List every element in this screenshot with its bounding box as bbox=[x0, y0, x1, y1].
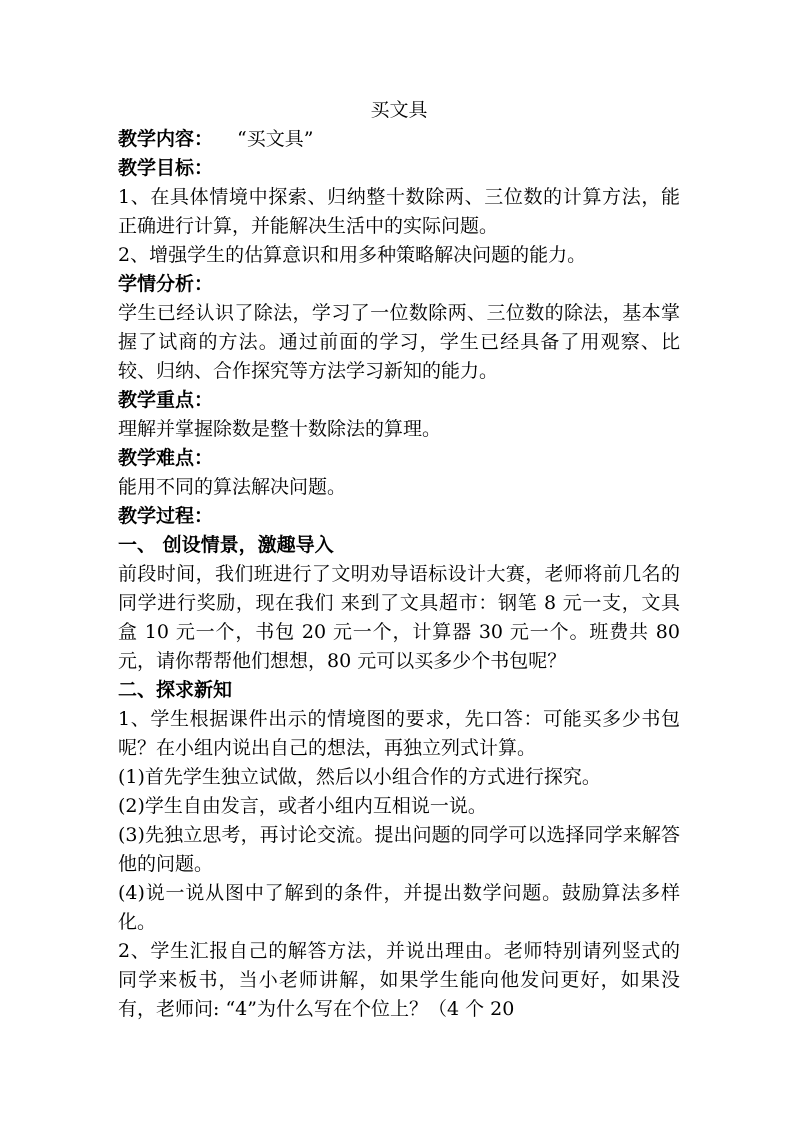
difficulty-heading: 教学难点： bbox=[118, 447, 214, 469]
step2-heading: 二、探求新知 bbox=[118, 679, 233, 701]
content-line bbox=[118, 125, 680, 154]
content-value: “买文具” bbox=[237, 128, 314, 150]
goals-heading: 教学目标： bbox=[118, 157, 214, 179]
difficulty-text: 能用不同的算法解决问题。 bbox=[118, 476, 347, 498]
step2-paragraph-1: 1、学生根据课件出示的情境图的要求，先口答：可能买多少书包呢？在小组内说出自己的想法，再独立列式计算。 bbox=[118, 708, 680, 759]
step2-paragraph-2: (1)首先学生独立试做，然后以小组合作的方式进行探究。 bbox=[118, 766, 601, 788]
document-title: 买文具 bbox=[370, 99, 428, 121]
content-label: 教学内容： bbox=[118, 128, 214, 150]
step2-paragraph-5: (4)说一说从图中了解到的条件，并提出数学问题。鼓励算法多样化。 bbox=[118, 882, 680, 933]
analysis-text: 学生已经认识了除法，学习了一位数除两、三位数的除法，基本掌握了试商的方法。通过前面的学习，学生已经具备了用观察、比较、归纳、合作探究等方法学习新知的能力。 bbox=[118, 302, 680, 382]
step2-paragraph-3: (2)学生自由发言，或者小组内互相说一说。 bbox=[118, 795, 487, 817]
step2-paragraph-4: (3)先独立思考，再讨论交流。提出问题的同学可以选择同学来解答他的问题。 bbox=[118, 824, 680, 875]
document-page bbox=[118, 96, 680, 1024]
goal-1: 1、在具体情境中探索、归纳整十数除两、三位数的计算方法，能正确进行计算，并能解决生活中的实际问题。 bbox=[118, 186, 680, 237]
key-heading: 教学重点： bbox=[118, 389, 214, 411]
process-heading: 教学过程： bbox=[118, 505, 214, 527]
key-text: 理解并掌握除数是整十数除法的算理。 bbox=[118, 418, 442, 440]
step1-text: 前段时间，我们班进行了文明劝导语标设计大赛，老师将前几名的同学进行奖励，现在我们 来到了文具超市：钢笔 8 元一支，文具盒 10 元一个，书包 20 元一个，计算器 30 元一个。班费共 80 元，请你帮帮他们想想，80 元可以买多少个书包呢？ bbox=[118, 563, 680, 672]
goal-2: 2、增强学生的估算意识和用多种策略解决问题的能力。 bbox=[118, 244, 587, 266]
step2-paragraph-6: 2、学生汇报自己的解答方法，并说出理由。老师特别请列竖式的同学来板书，当小老师讲解，如果学生能向他发问更好，如果没有，老师问: “4”为什么写在个位上？（4 个 20 bbox=[118, 940, 680, 1020]
step1-heading: 一、 创设情景，激趣导入 bbox=[118, 534, 334, 556]
analysis-heading: 学情分析： bbox=[118, 273, 214, 295]
